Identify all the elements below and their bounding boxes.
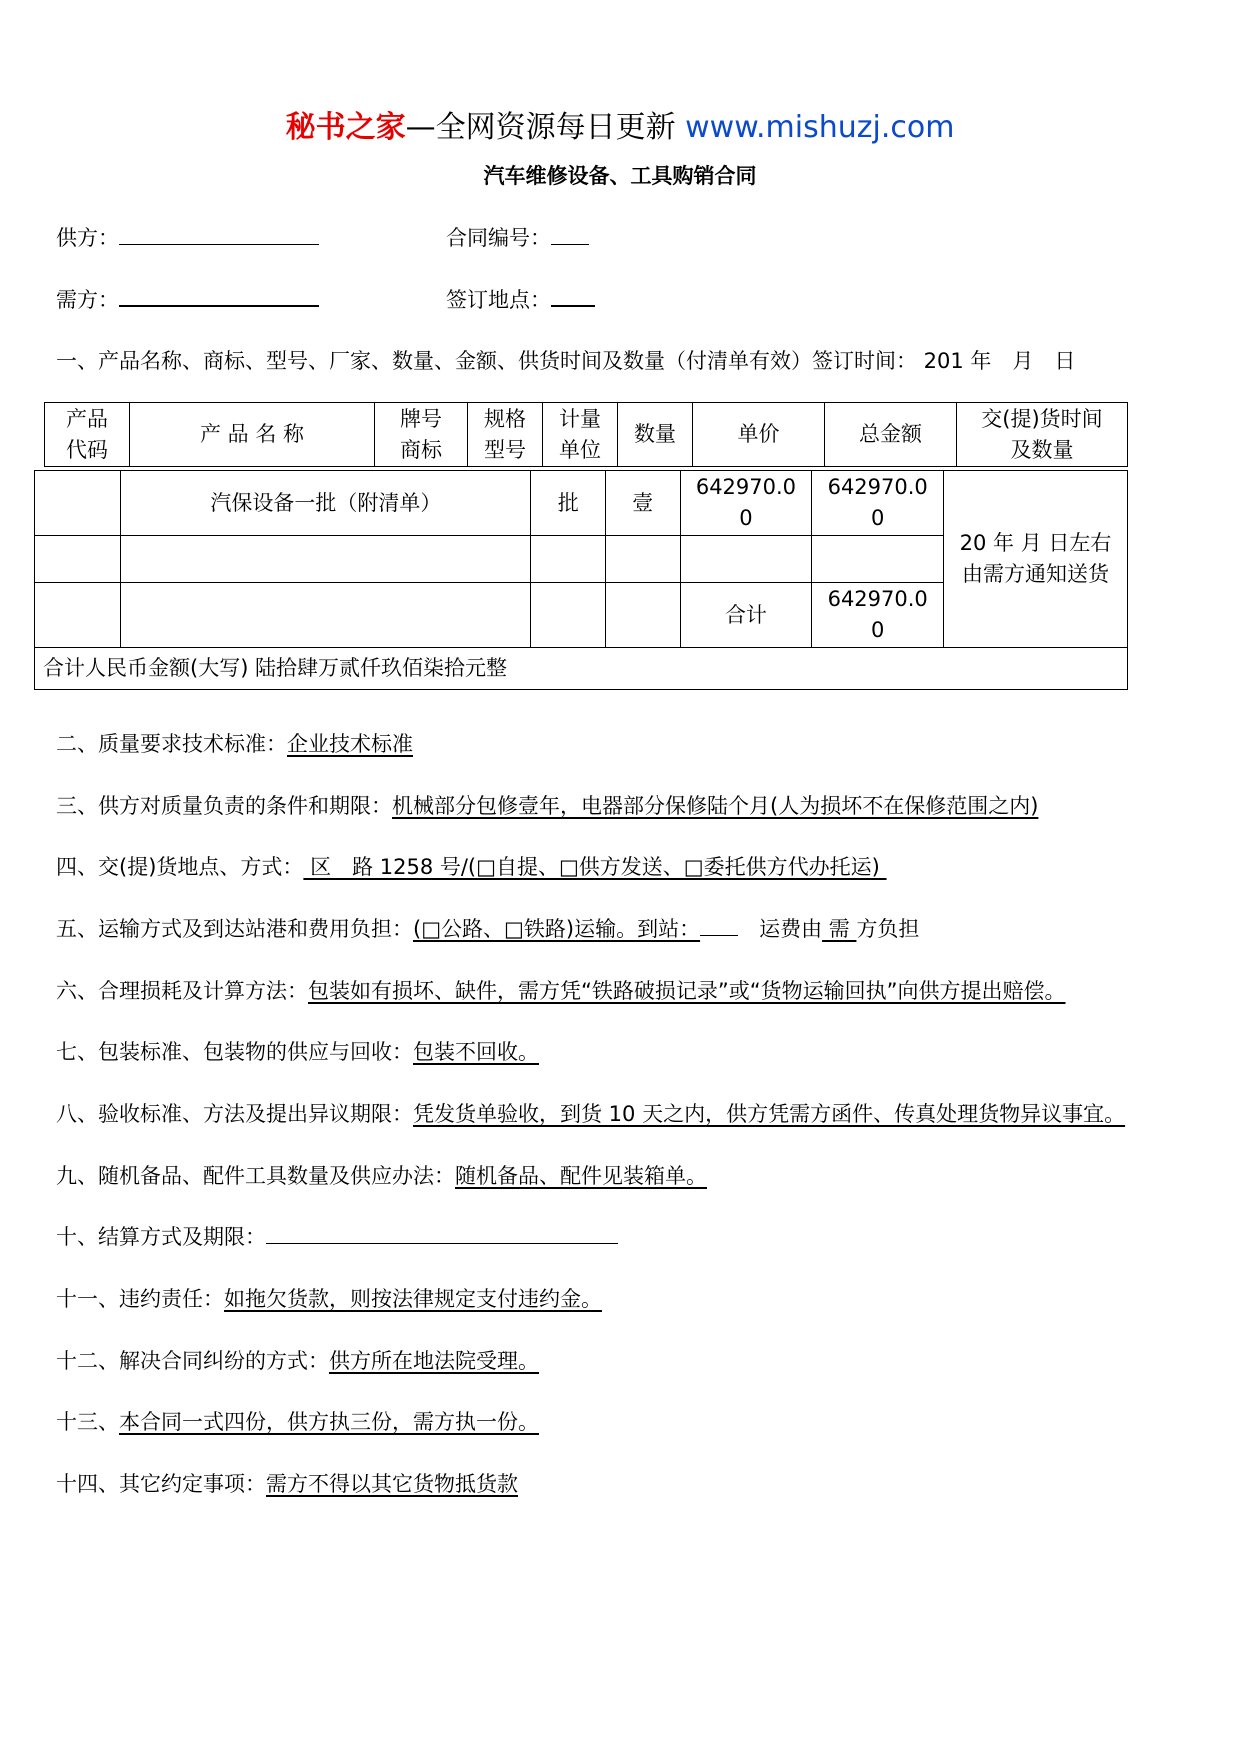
clause-12: 十二、解决合同纠纷的方式：供方所在地法院受理。 xyxy=(56,1349,539,1373)
clause-11: 十一、违约责任：如拖欠货款，则按法律规定支付违约金。 xyxy=(56,1287,602,1311)
clause-11-value[interactable]: 如拖欠货款，则按法律规定支付违约金。 xyxy=(224,1287,602,1311)
section-1-heading: 一、产品名称、商标、型号、厂家、数量、金额、供货时间及数量（付清单有效）签订时间： 201 年 月 日 xyxy=(56,349,1076,373)
station-blank[interactable] xyxy=(700,913,738,936)
cell-code[interactable] xyxy=(35,536,121,583)
clause-2: 二、质量要求技术标准：企业技术标准 xyxy=(56,732,413,756)
sign-place-blank[interactable] xyxy=(551,283,595,307)
document-title: 汽车维修设备、工具购销合同 xyxy=(483,164,757,188)
cell-unit[interactable] xyxy=(531,536,606,583)
product-table-header xyxy=(44,402,1128,467)
sum-total[interactable]: 642970.0 0 xyxy=(812,583,944,648)
rmb-amount[interactable]: 合计人民币金额(大写) 陆拾肆万贰仟玖佰柒拾元整 xyxy=(35,648,1128,690)
cell-name[interactable]: 汽保设备一批（附清单） xyxy=(121,471,531,536)
col-price: 单价 xyxy=(693,403,825,467)
cell-price[interactable]: 642970.0 0 xyxy=(680,471,812,536)
buyer-blank[interactable] xyxy=(119,283,319,307)
clause-3: 三、供方对质量负责的条件和期限：机械部分包修壹年，电器部分保修陆个月(人为损坏不在保修范围之内) xyxy=(56,794,1039,818)
clause-4: 四、交(提)货地点、方式： 区 路 1258 号/(□自提、□供方发送、□委托供方代办托运) xyxy=(56,855,887,879)
cell-delivery[interactable]: 20 年 月 日左右由需方通知送货 xyxy=(944,471,1128,648)
site-header xyxy=(0,102,1240,146)
col-spec: 规格 型号 xyxy=(468,403,543,467)
cell-name[interactable] xyxy=(121,583,531,648)
buyer-line xyxy=(56,283,319,314)
col-brand: 牌号 商标 xyxy=(375,403,468,467)
col-code: 产品 代码 xyxy=(45,403,130,467)
clause-3-value[interactable]: 机械部分包修壹年，电器部分保修陆个月(人为损坏不在保修范围之内) xyxy=(392,794,1039,818)
supplier-label: 供方： xyxy=(56,226,119,250)
cell-qty[interactable]: 壹 xyxy=(605,471,680,536)
site-url[interactable]: www.mishuzj.com xyxy=(685,110,955,145)
clause-12-value[interactable]: 供方所在地法院受理。 xyxy=(329,1349,539,1373)
clause-9-value[interactable]: 随机备品、配件见装箱单。 xyxy=(455,1164,707,1188)
col-unit: 计量 单位 xyxy=(543,403,618,467)
clause-10: 十、结算方式及期限： xyxy=(56,1221,618,1251)
table-row xyxy=(35,471,1128,536)
clause-2-value[interactable]: 企业技术标准 xyxy=(287,732,413,756)
cell-code[interactable] xyxy=(35,583,121,648)
clause-9: 九、随机备品、配件工具数量及供应办法：随机备品、配件见装箱单。 xyxy=(56,1164,707,1188)
cell-total[interactable] xyxy=(812,536,944,583)
product-table-body xyxy=(34,470,1128,690)
supplier-blank[interactable] xyxy=(119,222,319,245)
brand-name: 秘书之家 xyxy=(285,110,406,145)
clause-7-value[interactable]: 包装不回收。 xyxy=(413,1040,539,1064)
cell-unit[interactable]: 批 xyxy=(531,471,606,536)
cell-unit[interactable] xyxy=(531,583,606,648)
tagline: —全网资源每日更新 xyxy=(405,110,676,145)
clause-14: 十四、其它约定事项：需方不得以其它货物抵货款 xyxy=(56,1472,518,1496)
table-row-rmb xyxy=(35,648,1128,690)
sign-place-line xyxy=(446,283,595,314)
col-qty: 数量 xyxy=(618,403,693,467)
col-total: 总金额 xyxy=(825,403,957,467)
clause-5: 五、运输方式及到达站港和费用负担：(□公路、□铁路)运输。到站： 运费由 需 方负担 xyxy=(56,913,919,943)
clause-14-value[interactable]: 需方不得以其它货物抵货款 xyxy=(266,1472,518,1496)
clause-8: 八、验收标准、方法及提出异议期限：凭发货单验收，到货 10 天之内，供方凭需方函件、传真处理货物异议事宜。 xyxy=(56,1102,1126,1126)
clause-8-value[interactable]: 凭发货单验收，到货 10 天之内，供方凭需方函件、传真处理货物异议事宜。 xyxy=(413,1102,1126,1126)
sign-place-label: 签订地点： xyxy=(446,288,551,312)
clause-13-value[interactable]: 本合同一式四份，供方执三份，需方执一份。 xyxy=(119,1410,539,1434)
clause-13: 十三、本合同一式四份，供方执三份，需方执一份。 xyxy=(56,1410,539,1434)
clause-6: 六、合理损耗及计算方法：包装如有损坏、缺件，需方凭“铁路破损记录”或“货物运输回执”向供方提出赔偿。 xyxy=(56,979,1066,1003)
sum-label: 合计 xyxy=(680,583,812,648)
col-name: 产 品 名 称 xyxy=(130,403,375,467)
cell-name[interactable] xyxy=(121,536,531,583)
cell-qty[interactable] xyxy=(605,536,680,583)
clause-7: 七、包装标准、包装物的供应与回收：包装不回收。 xyxy=(56,1040,539,1064)
buyer-label: 需方： xyxy=(56,288,119,312)
supplier-line xyxy=(56,222,319,252)
contract-no-line xyxy=(446,222,589,252)
cell-price[interactable] xyxy=(680,536,812,583)
cell-code[interactable] xyxy=(35,471,121,536)
clause-6-value[interactable]: 包装如有损坏、缺件，需方凭“铁路破损记录”或“货物运输回执”向供方提出赔偿。 xyxy=(308,979,1066,1003)
cell-qty[interactable] xyxy=(605,583,680,648)
clause-5-value[interactable]: (□公路、□铁路)运输。到站： xyxy=(413,917,701,941)
clause-10-blank[interactable] xyxy=(266,1221,618,1244)
clause-4-value[interactable]: 区 路 1258 号/(□自提、□供方发送、□委托供方代办托运) xyxy=(303,855,887,879)
col-delivery: 交(提)货时间 及数量 xyxy=(957,403,1128,467)
cell-total[interactable]: 642970.0 0 xyxy=(812,471,944,536)
contract-no-label: 合同编号： xyxy=(446,226,551,250)
fee-party[interactable]: 需 xyxy=(822,917,857,941)
contract-no-blank[interactable] xyxy=(551,222,589,245)
